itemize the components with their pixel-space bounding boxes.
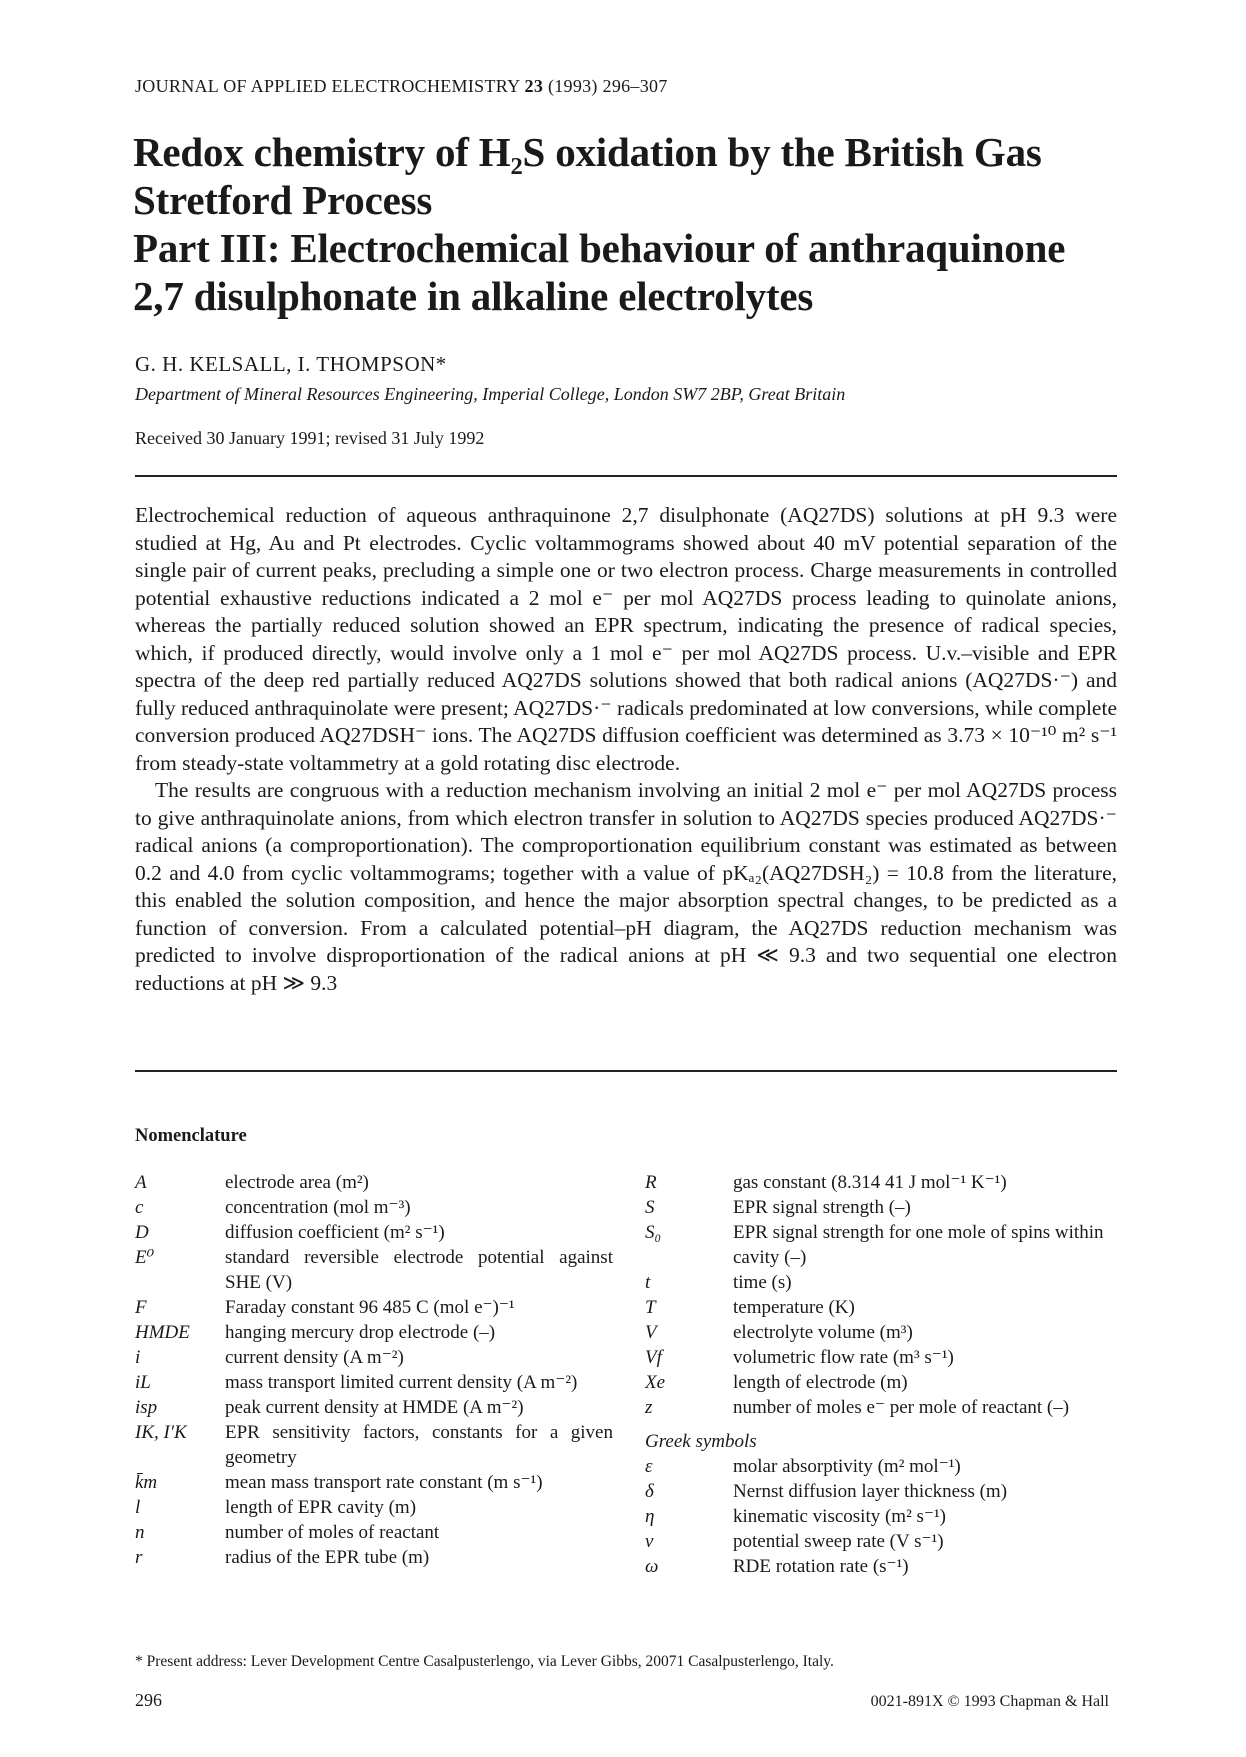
nomenclature-definition: electrolyte volume (m³) xyxy=(733,1322,913,1343)
nomenclature-symbol: ν xyxy=(645,1531,654,1552)
nomenclature-definition: molar absorptivity (m² mol⁻¹) xyxy=(733,1456,961,1477)
nomenclature-definition: potential sweep rate (V s⁻¹) xyxy=(733,1531,944,1552)
nomenclature-symbol: iL xyxy=(135,1372,151,1393)
nomenclature-entry xyxy=(645,1170,1120,1195)
nomenclature-entry xyxy=(645,1345,1120,1370)
nomenclature-symbol: isp xyxy=(135,1397,158,1418)
nomenclature-symbol: z xyxy=(645,1397,653,1418)
greek-symbols-heading: Greek symbols xyxy=(645,1431,757,1452)
nomenclature-symbol: ε xyxy=(645,1456,653,1477)
nomenclature-definition: time (s) xyxy=(733,1272,792,1293)
abstract xyxy=(135,502,1117,997)
nomenclature-entry xyxy=(645,1370,1120,1395)
copyright: 0021-891X © 1993 Chapman & Hall xyxy=(870,1693,1109,1710)
nomenclature-entry xyxy=(645,1195,1120,1220)
nomenclature-entry xyxy=(135,1195,613,1220)
nomenclature-entry xyxy=(645,1504,1120,1529)
nomenclature-entry xyxy=(135,1370,613,1395)
title-line-4: 2,7 disulphonate in alkaline electrolytes xyxy=(133,273,814,319)
nomenclature-symbol: E⁰ xyxy=(135,1247,155,1268)
nomenclature-definition: current density (A m⁻²) xyxy=(225,1347,404,1368)
nomenclature-entry xyxy=(135,1545,613,1570)
nomenclature-symbol: Vf xyxy=(645,1347,662,1368)
nomenclature-definition: kinematic viscosity (m² s⁻¹) xyxy=(733,1506,946,1527)
nomenclature-entry xyxy=(135,1345,613,1370)
nomenclature-entry xyxy=(135,1495,613,1520)
journal-volume: 23 xyxy=(524,76,544,96)
nomenclature-symbol: r xyxy=(135,1547,143,1568)
nomenclature-symbol: i xyxy=(135,1347,141,1368)
divider-top xyxy=(135,475,1117,477)
nomenclature-entry xyxy=(645,1395,1120,1420)
nomenclature-symbol: l xyxy=(135,1497,141,1518)
nomenclature-definition: mean mass transport rate constant (m s⁻¹) xyxy=(225,1472,543,1493)
page-number: 296 xyxy=(135,1690,162,1710)
nomenclature-entry xyxy=(645,1320,1120,1345)
nomenclature-definition: standard reversible electrode potential against SHE (V) xyxy=(225,1247,613,1293)
nomenclature-entry xyxy=(135,1470,613,1495)
nomenclature-definition: electrode area (m²) xyxy=(225,1172,369,1193)
nomenclature-definition: length of EPR cavity (m) xyxy=(225,1497,417,1518)
nomenclature-entry xyxy=(645,1529,1120,1554)
nomenclature-heading: Nomenclature xyxy=(135,1126,247,1146)
nomenclature-definition: Nernst diffusion layer thickness (m) xyxy=(733,1481,1008,1502)
nomenclature-entry xyxy=(135,1220,613,1245)
authors: G. H. KELSALL, I. THOMPSON* xyxy=(135,352,447,376)
nomenclature-entry xyxy=(135,1170,613,1195)
nomenclature-definition: temperature (K) xyxy=(733,1297,855,1318)
title-line-1: Redox chemistry of H₂S oxidation by the British Gas xyxy=(133,129,1042,175)
nomenclature-definition: EPR signal strength for one mole of spins within cavity (–) xyxy=(733,1222,1104,1268)
nomenclature-symbol: R xyxy=(645,1172,657,1193)
nomenclature-definition: number of moles of reactant xyxy=(225,1522,440,1543)
nomenclature-entry xyxy=(135,1295,613,1320)
nomenclature-definition: EPR sensitivity factors, constants for a given geometry xyxy=(225,1422,613,1468)
title-line-2: Stretford Process xyxy=(133,177,433,223)
journal-year-pages: (1993) 296–307 xyxy=(547,76,668,96)
nomenclature-definition: length of electrode (m) xyxy=(733,1372,908,1393)
nomenclature-definition: mass transport limited current density (A m⁻²) xyxy=(225,1372,578,1393)
nomenclature-definition: peak current density at HMDE (A m⁻²) xyxy=(225,1397,524,1418)
footnote: * Present address: Lever Development Centre Casalpusterlengo, via Lever Gibbs, 20071 Casalpusterlengo, Italy. xyxy=(135,1653,834,1670)
nomenclature-definition: diffusion coefficient (m² s⁻¹) xyxy=(225,1222,445,1243)
nomenclature-definition: gas constant (8.314 41 J mol⁻¹ K⁻¹) xyxy=(733,1172,1007,1193)
nomenclature-symbol: S₀ xyxy=(645,1222,662,1243)
nomenclature-right-column xyxy=(645,1170,1120,1579)
nomenclature-entry xyxy=(135,1320,613,1345)
nomenclature-symbol: A xyxy=(135,1172,147,1193)
nomenclature-symbol: D xyxy=(135,1222,149,1243)
nomenclature-entry xyxy=(645,1220,1120,1270)
nomenclature-symbol: δ xyxy=(645,1481,654,1502)
nomenclature-symbol: t xyxy=(645,1272,651,1293)
nomenclature-symbol: IK, I′K xyxy=(135,1422,187,1443)
nomenclature-definition: EPR signal strength (–) xyxy=(733,1197,911,1218)
journal-name: JOURNAL OF APPLIED ELECTROCHEMISTRY xyxy=(135,76,520,96)
nomenclature-definition: radius of the EPR tube (m) xyxy=(225,1547,430,1568)
nomenclature-symbol: c xyxy=(135,1197,144,1218)
nomenclature-entry xyxy=(135,1395,613,1420)
nomenclature-entry xyxy=(645,1554,1120,1579)
nomenclature-entry xyxy=(135,1520,613,1545)
journal-header xyxy=(135,76,668,97)
nomenclature-entry xyxy=(135,1245,613,1295)
nomenclature-definition: concentration (mol m⁻³) xyxy=(225,1197,411,1218)
nomenclature-entry xyxy=(645,1295,1120,1320)
nomenclature-definition: number of moles e⁻ per mole of reactant (–) xyxy=(733,1397,1070,1418)
nomenclature-symbol: T xyxy=(645,1297,656,1318)
nomenclature-entry xyxy=(645,1479,1120,1504)
nomenclature-entry xyxy=(645,1270,1120,1295)
abstract-paragraph-1: Electrochemical reduction of aqueous anthraquinone 2,7 disulphonate (AQ27DS) solutions at pH 9.3 were studied at Hg, Au and Pt electrodes. Cyclic voltammograms showed about 40 mV potential separation of the single pair of current peaks, precluding a simple one or two electron process. Charge measurements in controlled potential exhaustive reductions indicated a 2 mol e⁻ per mol AQ27DS process leading to quinolate anions, whereas the partially reduced solution showed an EPR spectrum, indicating the presence of radical species, which, if produced directly, would involve only a 1 mol e⁻ per mol AQ27DS process. U.v.–visible and EPR spectra of the deep red partially reduced AQ27DS solutions showed that both radical anions (AQ27DS·⁻) and fully reduced anthraquinolate were present; AQ27DS·⁻ radicals predominated at low conversions, while complete conversion produced AQ27DSH⁻ ions. The AQ27DS diffusion coefficient was determined as 3.73 × 10⁻¹⁰ m² s⁻¹ from steady-state voltammetry at a gold rotating disc electrode. xyxy=(135,503,1117,775)
affiliation: Department of Mineral Resources Engineering, Imperial College, London SW7 2BP, Great Britain xyxy=(135,384,846,404)
nomenclature-definition: Faraday constant 96 485 C (mol e⁻)⁻¹ xyxy=(225,1297,515,1318)
nomenclature-symbol: Xe xyxy=(645,1372,666,1393)
nomenclature-symbol: S xyxy=(645,1197,655,1218)
title-line-3: Part III: Electrochemical behaviour of anthraquinone xyxy=(133,225,1066,271)
article-title xyxy=(133,128,1133,320)
nomenclature-symbol: n xyxy=(135,1522,145,1543)
nomenclature-symbol: V xyxy=(645,1322,657,1343)
nomenclature-symbol: F xyxy=(135,1297,147,1318)
nomenclature-definition: volumetric flow rate (m³ s⁻¹) xyxy=(733,1347,954,1368)
nomenclature-symbol: η xyxy=(645,1506,655,1527)
nomenclature-left-column xyxy=(135,1170,613,1570)
nomenclature-symbol: HMDE xyxy=(135,1322,190,1343)
received-dates: Received 30 January 1991; revised 31 July 1992 xyxy=(135,428,485,448)
abstract-paragraph-2: The results are congruous with a reduction mechanism involving an initial 2 mol e⁻ per mol AQ27DS process to give anthraquinolate anions, from which electron transfer in solution to AQ27DS species produced AQ27DS·⁻ radical anions (a comproportionation). The comproportionation equilibrium constant was estimated as between 0.2 and 4.0 from cyclic voltammograms; together with a value of pKₐ₂(AQ27DSH₂) = 10.8 from the literature, this enabled the solution composition, and hence the major absorption spectral changes, to be predicted as a function of conversion. From a calculated potential–pH diagram, the AQ27DS reduction mechanism was predicted to involve disproportionation of the radical anions at pH ≪ 9.3 and two sequential one electron reductions at pH ≫ 9.3 xyxy=(135,778,1117,995)
nomenclature-symbol: ω xyxy=(645,1556,659,1577)
nomenclature-definition: RDE rotation rate (s⁻¹) xyxy=(733,1556,909,1577)
divider-bottom xyxy=(135,1070,1117,1072)
nomenclature-definition: hanging mercury drop electrode (–) xyxy=(225,1322,496,1343)
nomenclature-entry xyxy=(135,1420,613,1470)
nomenclature-symbol: k̄m xyxy=(135,1472,158,1493)
nomenclature-entry xyxy=(645,1454,1120,1479)
